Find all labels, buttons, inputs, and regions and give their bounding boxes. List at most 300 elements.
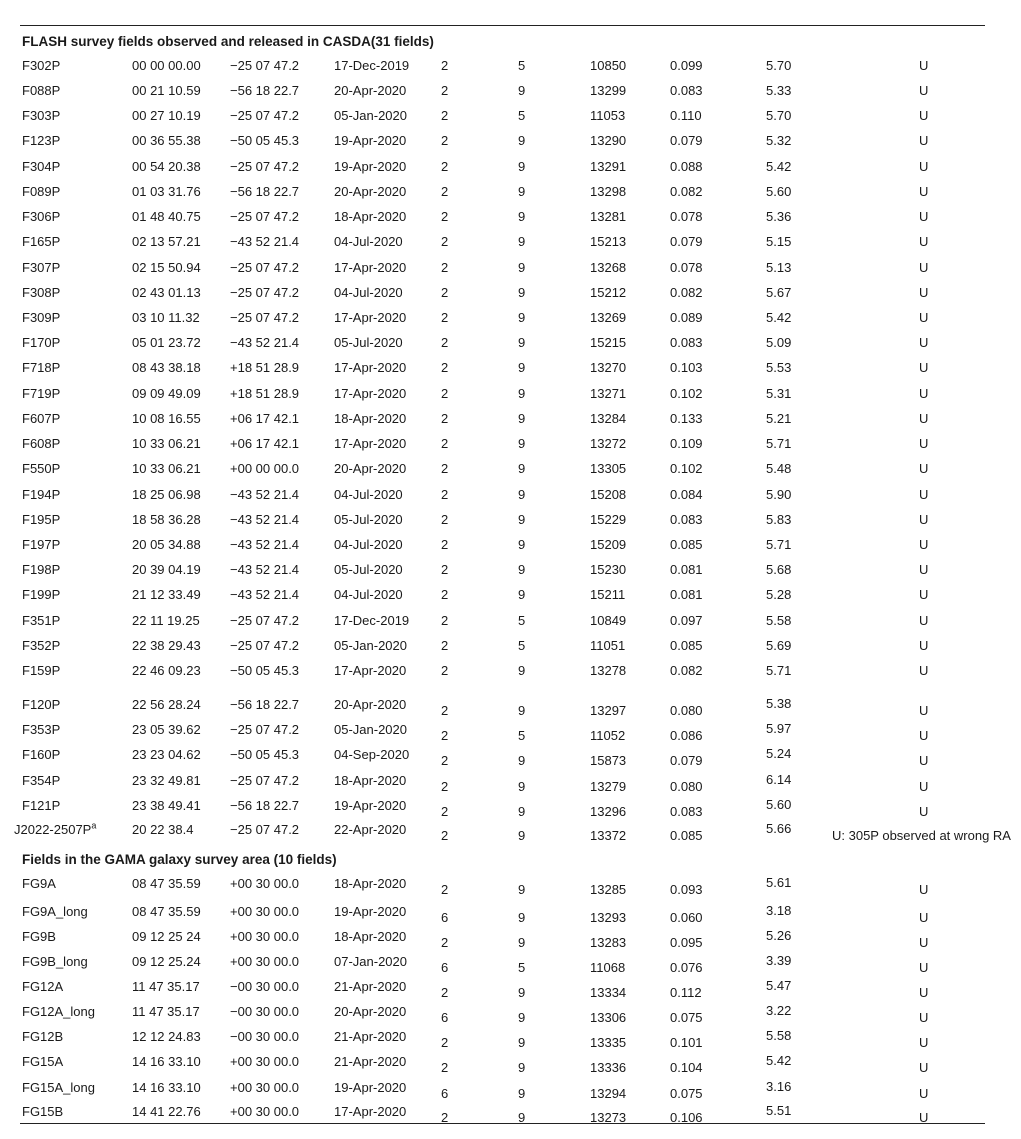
cell-sbid: 13294 bbox=[590, 1086, 627, 1101]
cell-date: 17-Dec-2019 bbox=[334, 58, 410, 73]
cell-dec: +00 30 00.0 bbox=[230, 876, 300, 891]
cell-date: 05-Jul-2020 bbox=[334, 512, 403, 527]
cell-flag: U bbox=[919, 638, 929, 653]
cell-dec: −25 07 47.2 bbox=[230, 58, 300, 73]
cell-n2: 9 bbox=[518, 882, 526, 897]
cell-rms: 0.075 bbox=[670, 1086, 703, 1101]
cell-ra: 03 10 11.32 bbox=[132, 310, 200, 325]
cell-rms: 0.109 bbox=[670, 436, 703, 451]
cell-field: F303P bbox=[22, 108, 61, 123]
cell-date: 19-Apr-2020 bbox=[334, 159, 407, 174]
cell-sbid: 13334 bbox=[590, 985, 627, 1000]
cell-dec: −25 07 47.2 bbox=[230, 209, 300, 224]
cell-n2: 9 bbox=[518, 985, 526, 1000]
table-row bbox=[0, 876, 1021, 900]
cell-field: F351P bbox=[22, 613, 61, 628]
cell-dec: −25 07 47.2 bbox=[230, 822, 300, 837]
table-row bbox=[0, 747, 1021, 771]
cell-rms: 0.133 bbox=[670, 411, 703, 426]
cell-sbid: 13305 bbox=[590, 461, 627, 476]
cell-date: 18-Apr-2020 bbox=[334, 929, 407, 944]
cell-ra: 18 25 06.98 bbox=[132, 487, 201, 502]
cell-field: F198P bbox=[22, 562, 61, 577]
table-row bbox=[0, 310, 1021, 334]
cell-snr: 5.36 bbox=[766, 209, 792, 224]
cell-n2: 9 bbox=[518, 411, 526, 426]
cell-sbid: 11053 bbox=[590, 108, 626, 123]
cell-ra: 02 13 57.21 bbox=[132, 234, 201, 249]
cell-field: F089P bbox=[22, 184, 61, 199]
table-row bbox=[0, 537, 1021, 561]
cell-snr: 5.42 bbox=[766, 159, 792, 174]
cell-date: 04-Jul-2020 bbox=[334, 587, 403, 602]
cell-snr: 5.42 bbox=[766, 310, 792, 325]
cell-rms: 0.086 bbox=[670, 728, 703, 743]
cell-date: 04-Sep-2020 bbox=[334, 747, 410, 762]
cell-ra: 00 36 55.38 bbox=[132, 133, 201, 148]
cell-n2: 9 bbox=[518, 1035, 526, 1050]
cell-snr: 5.61 bbox=[766, 875, 792, 890]
cell-flag: U bbox=[919, 613, 929, 628]
cell-snr: 5.71 bbox=[766, 663, 792, 678]
cell-n2: 5 bbox=[518, 960, 526, 975]
cell-sbid: 15213 bbox=[590, 234, 627, 249]
cell-field: F123P bbox=[22, 133, 61, 148]
cell-field: FG15A bbox=[22, 1054, 64, 1069]
cell-n2: 9 bbox=[518, 386, 526, 401]
cell-field: F309P bbox=[22, 310, 61, 325]
cell-snr: 5.21 bbox=[766, 411, 792, 426]
cell-n1: 2 bbox=[441, 703, 449, 718]
cell-dec: +18 51 28.9 bbox=[230, 386, 300, 401]
cell-n1: 6 bbox=[441, 910, 449, 925]
cell-sbid: 13298 bbox=[590, 184, 627, 199]
cell-n2: 9 bbox=[518, 360, 526, 375]
cell-snr: 5.24 bbox=[766, 746, 792, 761]
cell-rms: 0.095 bbox=[670, 935, 703, 950]
cell-rms: 0.083 bbox=[670, 83, 703, 98]
cell-date: 05-Jul-2020 bbox=[334, 562, 403, 577]
cell-date: 18-Apr-2020 bbox=[334, 876, 407, 891]
cell-sbid: 15215 bbox=[590, 335, 627, 350]
cell-snr: 5.66 bbox=[766, 821, 792, 836]
cell-n2: 9 bbox=[518, 703, 526, 718]
cell-ra: 10 08 16.55 bbox=[132, 411, 201, 426]
cell-snr: 5.70 bbox=[766, 108, 792, 123]
cell-sbid: 10849 bbox=[590, 613, 627, 628]
cell-snr: 5.70 bbox=[766, 58, 792, 73]
cell-ra: 05 01 23.72 bbox=[132, 335, 201, 350]
cell-snr: 5.32 bbox=[766, 133, 792, 148]
cell-snr: 5.67 bbox=[766, 285, 792, 300]
cell-ra: 00 54 20.38 bbox=[132, 159, 201, 174]
cell-field: F306P bbox=[22, 209, 61, 224]
cell-snr: 5.97 bbox=[766, 721, 792, 736]
cell-rms: 0.102 bbox=[670, 461, 703, 476]
cell-n2: 9 bbox=[518, 159, 526, 174]
cell-date: 20-Apr-2020 bbox=[334, 83, 407, 98]
cell-rms: 0.083 bbox=[670, 804, 703, 819]
cell-dec: −43 52 21.4 bbox=[230, 234, 300, 249]
cell-rms: 0.112 bbox=[670, 985, 702, 1000]
cell-n1: 2 bbox=[441, 310, 449, 325]
cell-date: 04-Jul-2020 bbox=[334, 234, 403, 249]
cell-sbid: 13293 bbox=[590, 910, 627, 925]
cell-snr: 5.13 bbox=[766, 260, 792, 275]
cell-field: F308P bbox=[22, 285, 61, 300]
cell-ra: 11 47 35.17 bbox=[132, 979, 200, 994]
cell-rms: 0.081 bbox=[670, 587, 703, 602]
cell-n1: 6 bbox=[441, 960, 449, 975]
cell-field: F304P bbox=[22, 159, 61, 174]
cell-field: F607P bbox=[22, 411, 61, 426]
cell-rms: 0.099 bbox=[670, 58, 703, 73]
cell-ra: 18 58 36.28 bbox=[132, 512, 201, 527]
cell-sbid: 13270 bbox=[590, 360, 627, 375]
cell-sbid: 13335 bbox=[590, 1035, 627, 1050]
cell-field: F121P bbox=[22, 798, 61, 813]
cell-n1: 2 bbox=[441, 108, 449, 123]
cell-flag: U bbox=[919, 985, 929, 1000]
cell-flag: U bbox=[919, 753, 929, 768]
cell-rms: 0.084 bbox=[670, 487, 703, 502]
cell-n1: 2 bbox=[441, 562, 449, 577]
cell-flag: U bbox=[919, 159, 929, 174]
cell-n2: 9 bbox=[518, 587, 526, 602]
cell-ra: 08 47 35.59 bbox=[132, 904, 201, 919]
cell-ra: 20 39 04.19 bbox=[132, 562, 201, 577]
cell-dec: −25 07 47.2 bbox=[230, 613, 300, 628]
table-row bbox=[0, 1104, 1021, 1128]
cell-snr: 5.90 bbox=[766, 487, 792, 502]
cell-date: 19-Apr-2020 bbox=[334, 798, 407, 813]
cell-ra: 00 00 00.00 bbox=[132, 58, 201, 73]
cell-flag: U bbox=[919, 1010, 929, 1025]
cell-sbid: 13272 bbox=[590, 436, 627, 451]
cell-date: 17-Apr-2020 bbox=[334, 360, 407, 375]
cell-field: F550P bbox=[22, 461, 61, 476]
cell-ra: 12 12 24.83 bbox=[132, 1029, 201, 1044]
cell-date: 17-Apr-2020 bbox=[334, 310, 407, 325]
cell-n2: 9 bbox=[518, 537, 526, 552]
cell-n2: 9 bbox=[518, 663, 526, 678]
cell-field: F718P bbox=[22, 360, 61, 375]
cell-date: 22-Apr-2020 bbox=[334, 822, 407, 837]
table-row bbox=[0, 133, 1021, 157]
cell-ra: 11 47 35.17 bbox=[132, 1004, 200, 1019]
cell-date: 04-Jul-2020 bbox=[334, 285, 403, 300]
cell-date: 05-Jan-2020 bbox=[334, 108, 407, 123]
cell-sbid: 13271 bbox=[590, 386, 627, 401]
cell-flag: U bbox=[919, 133, 929, 148]
cell-rms: 0.083 bbox=[670, 512, 703, 527]
cell-flag: U bbox=[919, 882, 929, 897]
cell-dec: −50 05 45.3 bbox=[230, 133, 300, 148]
cell-rms: 0.106 bbox=[670, 1110, 703, 1125]
table-row bbox=[0, 58, 1021, 82]
cell-rms: 0.082 bbox=[670, 184, 703, 199]
cell-flag: U bbox=[919, 108, 929, 123]
table-row bbox=[0, 929, 1021, 953]
cell-n2: 5 bbox=[518, 613, 526, 628]
cell-n1: 2 bbox=[441, 587, 449, 602]
cell-field: F352P bbox=[22, 638, 61, 653]
cell-ra: 22 56 28.24 bbox=[132, 697, 201, 712]
table-row bbox=[0, 461, 1021, 485]
cell-n2: 9 bbox=[518, 310, 526, 325]
cell-dec: −56 18 22.7 bbox=[230, 83, 300, 98]
cell-flag: U bbox=[919, 779, 929, 794]
cell-date: 20-Apr-2020 bbox=[334, 1004, 407, 1019]
cell-sbid: 13285 bbox=[590, 882, 627, 897]
cell-sbid: 13306 bbox=[590, 1010, 627, 1025]
cell-sbid: 11068 bbox=[590, 960, 626, 975]
cell-field: F195P bbox=[22, 512, 61, 527]
table-row bbox=[0, 773, 1021, 797]
cell-n2: 9 bbox=[518, 1086, 526, 1101]
cell-n2: 9 bbox=[518, 209, 526, 224]
cell-dec: −25 07 47.2 bbox=[230, 310, 300, 325]
cell-dec: +00 30 00.0 bbox=[230, 1054, 300, 1069]
cell-snr: 6.14 bbox=[766, 772, 792, 787]
cell-date: 05-Jul-2020 bbox=[334, 335, 403, 350]
cell-dec: −43 52 21.4 bbox=[230, 562, 300, 577]
cell-snr: 5.33 bbox=[766, 83, 792, 98]
table-row bbox=[0, 979, 1021, 1003]
cell-date: 18-Apr-2020 bbox=[334, 411, 407, 426]
table-row bbox=[0, 1054, 1021, 1078]
cell-rms: 0.088 bbox=[670, 159, 703, 174]
cell-snr: 5.42 bbox=[766, 1053, 792, 1068]
table-row bbox=[0, 360, 1021, 384]
cell-date: 19-Apr-2020 bbox=[334, 1080, 407, 1095]
cell-n2: 9 bbox=[518, 804, 526, 819]
cell-dec: −56 18 22.7 bbox=[230, 798, 300, 813]
cell-flag: U bbox=[919, 910, 929, 925]
cell-flag: U bbox=[919, 703, 929, 718]
cell-sbid: 13299 bbox=[590, 83, 627, 98]
cell-field: FG9A_long bbox=[22, 904, 88, 919]
cell-rms: 0.083 bbox=[670, 335, 703, 350]
cell-rms: 0.097 bbox=[670, 613, 703, 628]
cell-n2: 9 bbox=[518, 487, 526, 502]
cell-flag: U bbox=[919, 360, 929, 375]
cell-n1: 2 bbox=[441, 638, 449, 653]
table-row bbox=[0, 1004, 1021, 1028]
cell-dec: −00 30 00.0 bbox=[230, 1029, 300, 1044]
cell-n1: 2 bbox=[441, 512, 449, 527]
cell-n1: 2 bbox=[441, 487, 449, 502]
cell-rms: 0.082 bbox=[670, 663, 703, 678]
cell-n1: 2 bbox=[441, 461, 449, 476]
cell-n1: 2 bbox=[441, 1110, 449, 1125]
cell-flag: U bbox=[919, 335, 929, 350]
cell-flag: U bbox=[919, 487, 929, 502]
cell-sbid: 13284 bbox=[590, 411, 627, 426]
table-row bbox=[0, 904, 1021, 928]
cell-flag: U bbox=[919, 386, 929, 401]
cell-field: F165P bbox=[22, 234, 61, 249]
cell-date: 21-Apr-2020 bbox=[334, 979, 407, 994]
cell-flag: U bbox=[919, 234, 929, 249]
cell-sbid: 15212 bbox=[590, 285, 627, 300]
cell-date: 19-Apr-2020 bbox=[334, 904, 407, 919]
cell-date: 17-Apr-2020 bbox=[334, 1104, 407, 1119]
cell-n1: 2 bbox=[441, 234, 449, 249]
cell-flag: U bbox=[919, 728, 929, 743]
cell-sbid: 15230 bbox=[590, 562, 627, 577]
cell-flag: U bbox=[919, 960, 929, 975]
section-title: FLASH survey fields observed and released in CASDA(31 fields) bbox=[22, 34, 434, 49]
cell-field: F307P bbox=[22, 260, 61, 275]
table-row bbox=[0, 234, 1021, 258]
cell-snr: 5.69 bbox=[766, 638, 792, 653]
cell-ra: 21 12 33.49 bbox=[132, 587, 201, 602]
cell-n1: 2 bbox=[441, 779, 449, 794]
cell-sbid: 13281 bbox=[590, 209, 627, 224]
top-rule bbox=[20, 25, 985, 26]
cell-field: F608P bbox=[22, 436, 61, 451]
cell-dec: −56 18 22.7 bbox=[230, 184, 300, 199]
cell-dec: +00 30 00.0 bbox=[230, 904, 300, 919]
cell-ra: 02 43 01.13 bbox=[132, 285, 201, 300]
cell-n1: 2 bbox=[441, 1060, 449, 1075]
cell-dec: +06 17 42.1 bbox=[230, 411, 300, 426]
cell-ra: 14 16 33.10 bbox=[132, 1080, 201, 1095]
table-row bbox=[0, 613, 1021, 637]
cell-snr: 3.39 bbox=[766, 953, 792, 968]
cell-ra: 08 47 35.59 bbox=[132, 876, 201, 891]
cell-flag: U bbox=[919, 1086, 929, 1101]
cell-n1: 2 bbox=[441, 159, 449, 174]
cell-ra: 23 05 39.62 bbox=[132, 722, 201, 737]
cell-n1: 6 bbox=[441, 1010, 449, 1025]
table-row bbox=[0, 386, 1021, 410]
cell-rms: 0.110 bbox=[670, 108, 702, 123]
cell-sbid: 13336 bbox=[590, 1060, 627, 1075]
cell-snr: 5.60 bbox=[766, 797, 792, 812]
cell-n2: 9 bbox=[518, 1010, 526, 1025]
cell-n1: 2 bbox=[441, 411, 449, 426]
cell-snr: 5.71 bbox=[766, 436, 792, 451]
cell-flag: U bbox=[919, 260, 929, 275]
cell-dec: −50 05 45.3 bbox=[230, 663, 300, 678]
cell-sbid: 11051 bbox=[590, 638, 626, 653]
cell-n2: 9 bbox=[518, 133, 526, 148]
cell-rms: 0.080 bbox=[670, 779, 703, 794]
cell-flag: U bbox=[919, 285, 929, 300]
cell-snr: 5.60 bbox=[766, 184, 792, 199]
table-row bbox=[0, 697, 1021, 721]
cell-n1: 2 bbox=[441, 260, 449, 275]
cell-n2: 5 bbox=[518, 58, 526, 73]
cell-rms: 0.101 bbox=[670, 1035, 703, 1050]
cell-dec: −25 07 47.2 bbox=[230, 108, 300, 123]
cell-n2: 9 bbox=[518, 436, 526, 451]
table-row bbox=[0, 722, 1021, 746]
cell-ra: 10 33 06.21 bbox=[132, 461, 201, 476]
table-row bbox=[0, 1029, 1021, 1053]
cell-sbid: 15209 bbox=[590, 537, 627, 552]
cell-field: F160P bbox=[22, 747, 61, 762]
cell-n2: 9 bbox=[518, 260, 526, 275]
cell-n2: 9 bbox=[518, 184, 526, 199]
cell-snr: 5.51 bbox=[766, 1103, 792, 1118]
cell-n1: 2 bbox=[441, 1035, 449, 1050]
table-row bbox=[0, 638, 1021, 662]
cell-snr: 5.48 bbox=[766, 461, 792, 476]
cell-dec: −43 52 21.4 bbox=[230, 537, 300, 552]
cell-sbid: 13283 bbox=[590, 935, 627, 950]
table-row bbox=[0, 663, 1021, 687]
cell-snr: 5.58 bbox=[766, 1028, 792, 1043]
cell-field: F088P bbox=[22, 83, 61, 98]
cell-ra: 23 32 49.81 bbox=[132, 773, 201, 788]
table-row bbox=[0, 1080, 1021, 1104]
cell-field: FG15B bbox=[22, 1104, 64, 1119]
cell-field: FG12A_long bbox=[22, 1004, 95, 1019]
cell-n1: 2 bbox=[441, 935, 449, 950]
cell-dec: +06 17 42.1 bbox=[230, 436, 300, 451]
cell-sbid: 11052 bbox=[590, 728, 626, 743]
cell-n1: 2 bbox=[441, 58, 449, 73]
cell-dec: −43 52 21.4 bbox=[230, 587, 300, 602]
cell-field: F353P bbox=[22, 722, 61, 737]
table-row bbox=[0, 587, 1021, 611]
cell-flag: U bbox=[919, 562, 929, 577]
cell-rms: 0.079 bbox=[670, 133, 703, 148]
cell-date: 05-Jan-2020 bbox=[334, 722, 407, 737]
cell-snr: 5.71 bbox=[766, 537, 792, 552]
cell-ra: 00 21 10.59 bbox=[132, 83, 201, 98]
cell-snr: 5.38 bbox=[766, 696, 792, 711]
cell-field: F120P bbox=[22, 697, 61, 712]
cell-rms: 0.082 bbox=[670, 285, 703, 300]
cell-dec: −43 52 21.4 bbox=[230, 335, 300, 350]
cell-dec: +00 30 00.0 bbox=[230, 1104, 300, 1119]
cell-flag: U bbox=[919, 1060, 929, 1075]
cell-dec: −56 18 22.7 bbox=[230, 697, 300, 712]
cell-dec: −00 30 00.0 bbox=[230, 1004, 300, 1019]
cell-sbid: 13297 bbox=[590, 703, 627, 718]
table-row bbox=[0, 184, 1021, 208]
cell-flag: U bbox=[919, 184, 929, 199]
cell-rms: 0.085 bbox=[670, 537, 703, 552]
cell-dec: +00 00 00.0 bbox=[230, 461, 300, 476]
cell-field: F354P bbox=[22, 773, 61, 788]
cell-n1: 2 bbox=[441, 663, 449, 678]
table-row bbox=[0, 285, 1021, 309]
cell-ra: 22 11 19.25 bbox=[132, 613, 200, 628]
cell-rms: 0.081 bbox=[670, 562, 703, 577]
cell-rms: 0.089 bbox=[670, 310, 703, 325]
cell-rms: 0.079 bbox=[670, 234, 703, 249]
cell-snr: 5.47 bbox=[766, 978, 792, 993]
cell-ra: 22 46 09.23 bbox=[132, 663, 201, 678]
cell-field: F194P bbox=[22, 487, 61, 502]
cell-rms: 0.103 bbox=[670, 360, 703, 375]
table-row bbox=[0, 159, 1021, 183]
cell-field: F159P bbox=[22, 663, 61, 678]
cell-dec: −25 07 47.2 bbox=[230, 260, 300, 275]
cell-n2: 9 bbox=[518, 285, 526, 300]
cell-ra: 09 12 25.24 bbox=[132, 954, 201, 969]
cell-dec: −25 07 47.2 bbox=[230, 722, 300, 737]
cell-snr: 5.09 bbox=[766, 335, 792, 350]
cell-snr: 5.53 bbox=[766, 360, 792, 375]
cell-n1: 2 bbox=[441, 184, 449, 199]
cell-snr: 3.16 bbox=[766, 1079, 792, 1094]
